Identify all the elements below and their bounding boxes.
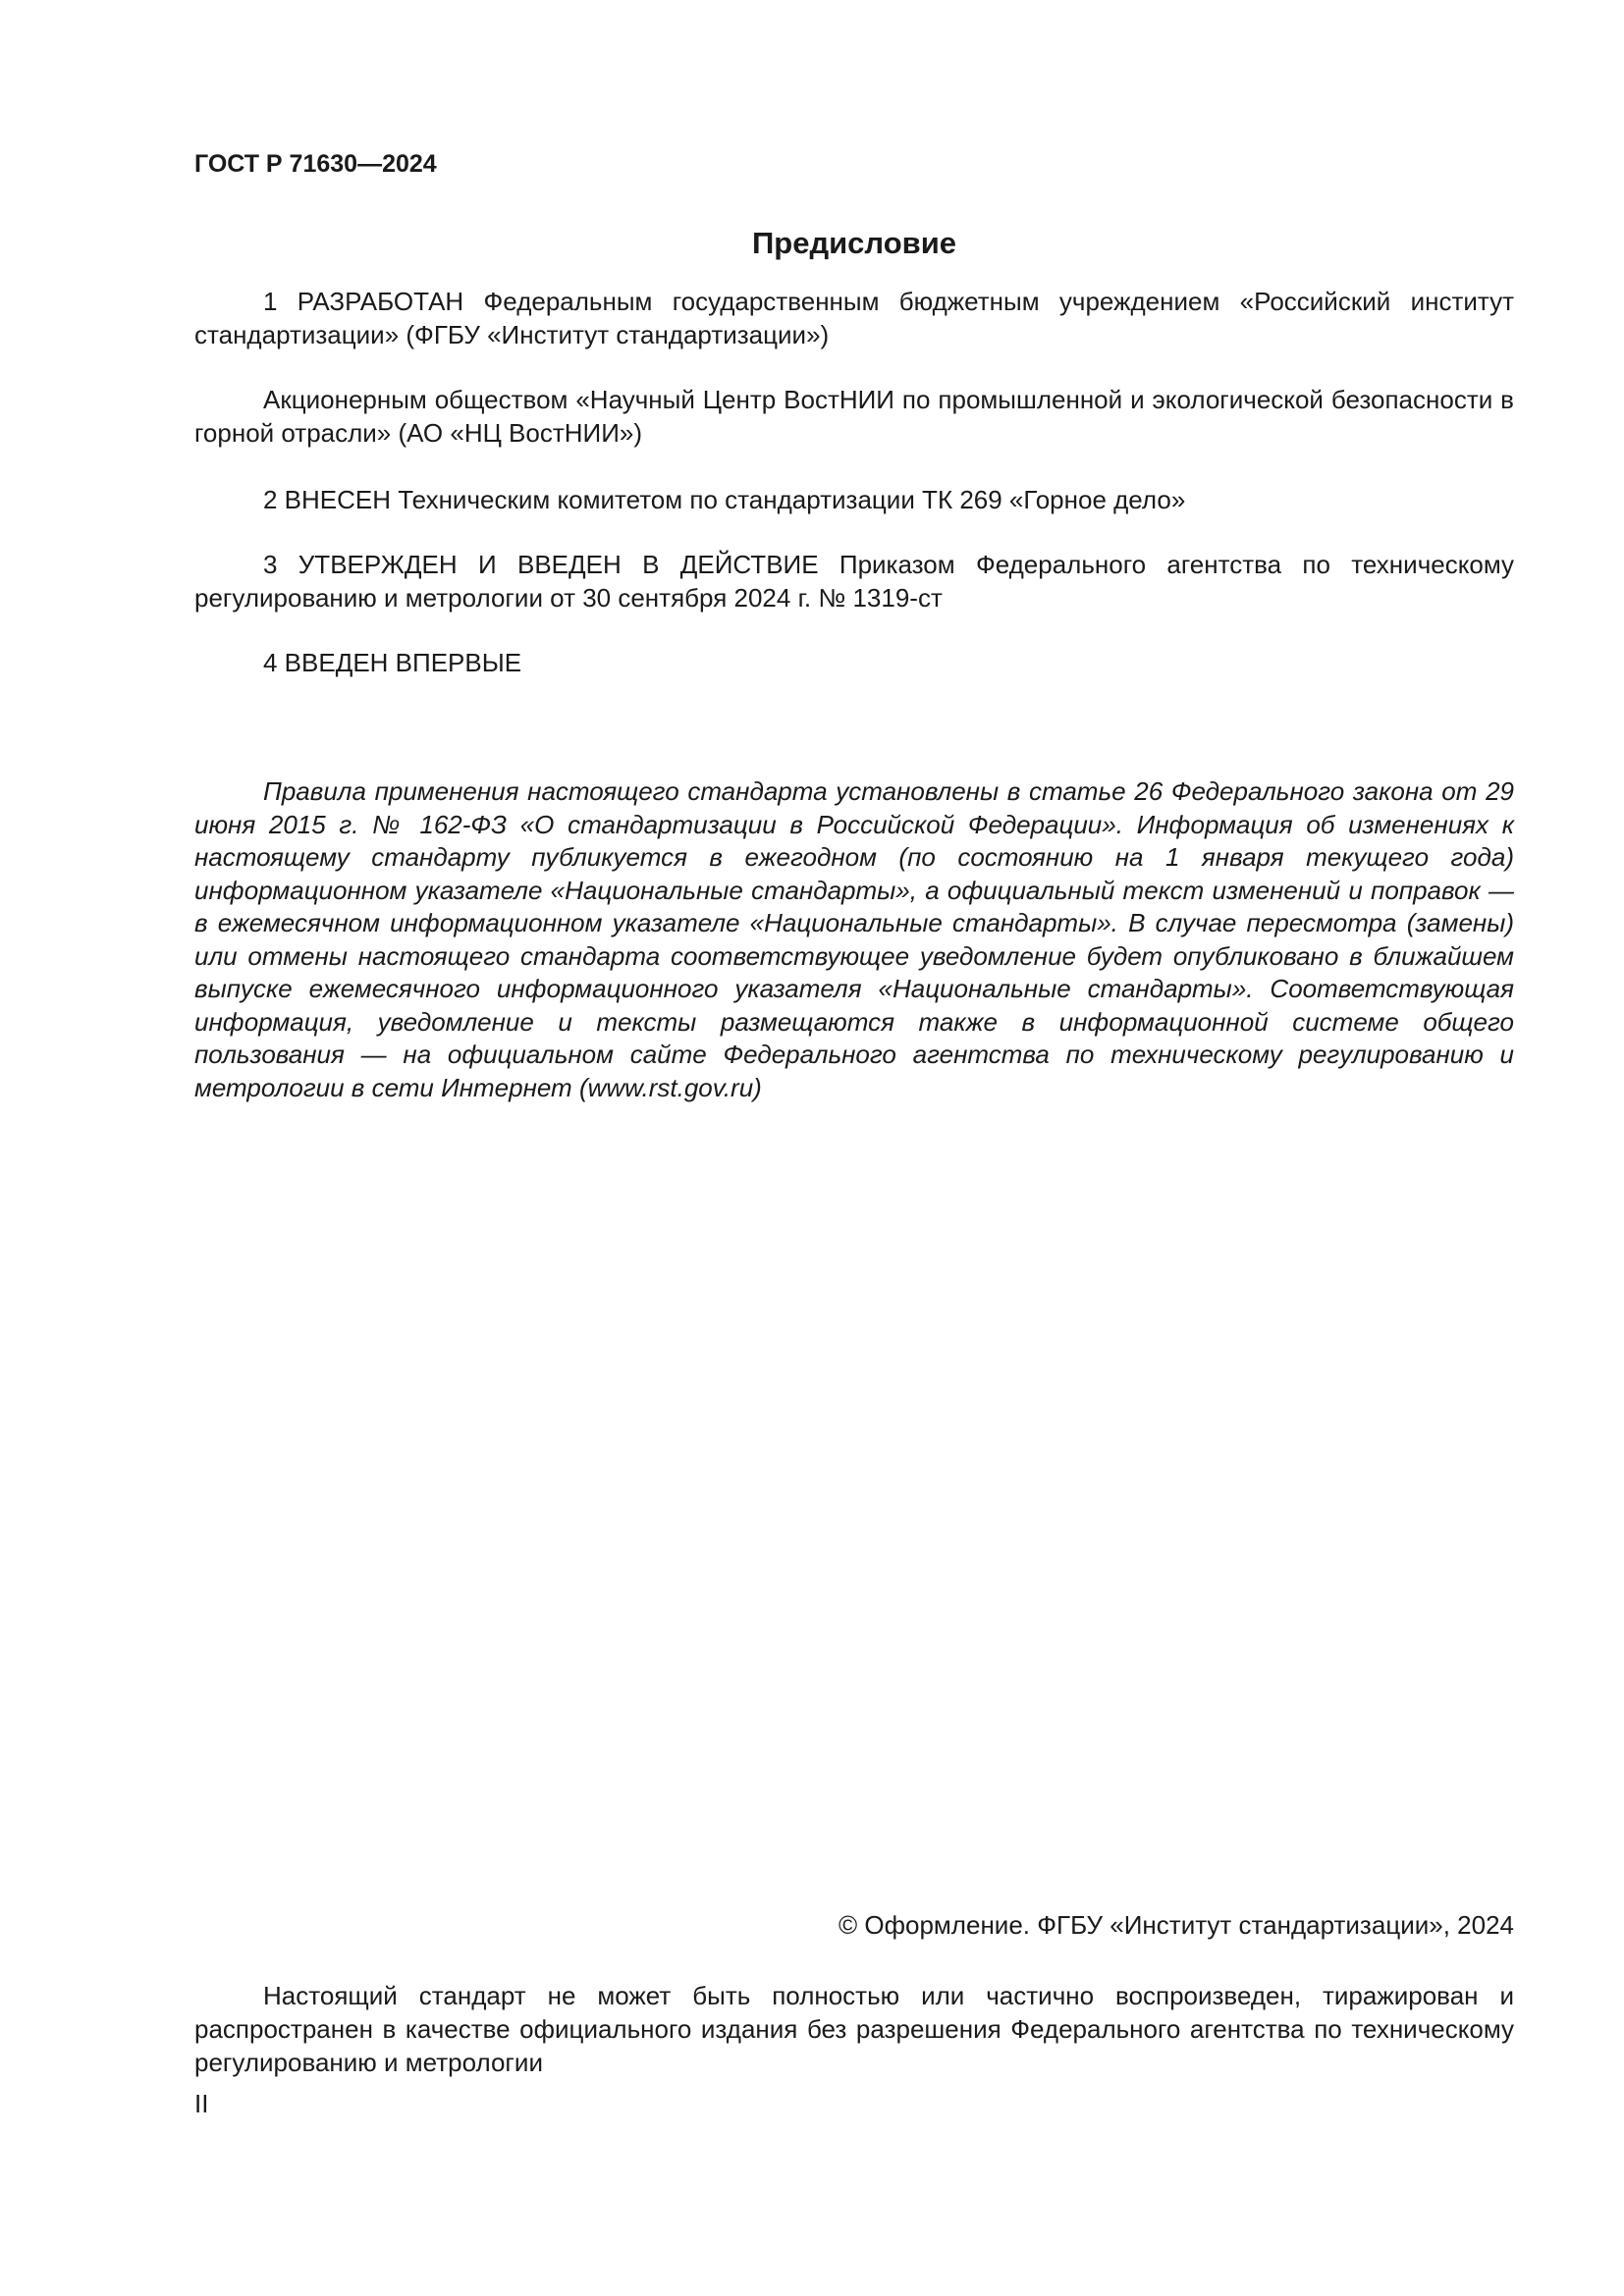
reproduction-restriction: Настоящий стандарт не может быть полностью или частично воспроизведен, тиражирован и распространен в качестве официального издания без разрешения Федерального агентства по техническому регулированию и метрологии	[194, 1981, 1514, 2077]
foreword-item-developed: 1 РАЗРАБОТАН Федеральным государственным бюджетным учреждением «Российский институт стандартизации» (ФГБУ «Институт стандартизации»)	[194, 287, 1514, 349]
standard-id-header: ГОСТ Р 71630—2024	[194, 150, 437, 178]
page-number: II	[194, 2089, 209, 2118]
copyright-line: © Оформление. ФГБУ «Институт стандартизации», 2024	[839, 1910, 1514, 1940]
foreword-item-approved: 3 УТВЕРЖДЕН И ВВЕДЕН В ДЕЙСТВИЕ Приказом Федерального агентства по техническому регулированию и метрологии от 30 сентября 2024 г. № 1319-ст	[194, 550, 1514, 613]
foreword-item-introduced: 4 ВВЕДЕН ВПЕРВЫЕ	[263, 648, 522, 677]
foreword-title: Предисловие	[751, 226, 956, 260]
foreword-item-co-developer: Акционерным обществом «Научный Центр ВостНИИ по промышленной и экологической безопасности в горной отрасли» (АО «НЦ ВостНИИ»)	[194, 385, 1514, 448]
application-rules-notice: Правила применения настоящего стандарта установлены в статье 26 Федерального закона от 29 июня 2015 г. № 162-ФЗ «О стандартизации в Российской Федерации». Информация об изменениях к настоящему стандарту публикуется в ежегодном (по состоянию на 1 января текущего года) информационном указателе «Национальные стандарты», а официальный текст изменений и поправок — в ежемесячном информационном указателе «Национальные стандарты». В случае пересмотра (замены) или отмены настоящего стандарта соответствующее уведомление будет опубликовано в ближайшем выпуске ежемесячного информационного указателя «Национальные стандарты». Соответствующая информация, уведомление и тексты размещаются также в информационной системе общего пользования — на официальном сайте Федерального агентства по техническому регулированию и метрологии в сети Интернет (www.rst.gov.ru)	[194, 776, 1514, 1102]
foreword-item-submitted: 2 ВНЕСЕН Техническим комитетом по стандартизации ТК 269 «Горное дело»	[263, 485, 1186, 514]
